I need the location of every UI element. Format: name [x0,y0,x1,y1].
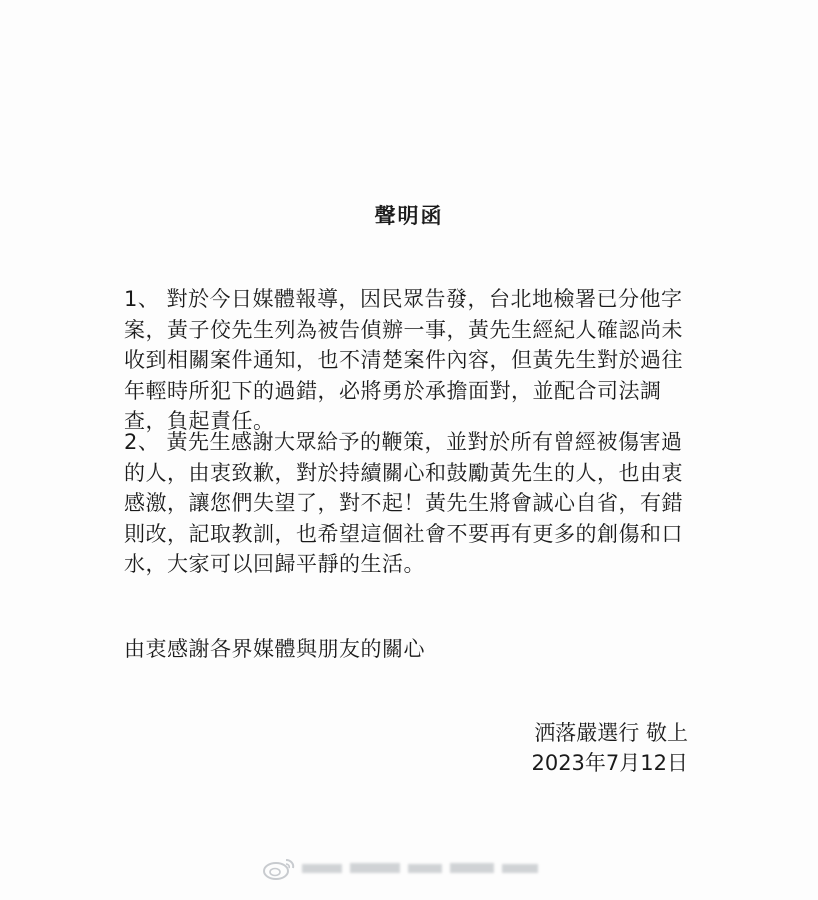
document-title: 聲明函 [374,204,444,228]
statement-date: 2023年7月12日 [531,751,688,775]
watermark-blurred-text [302,858,542,878]
statement-item-1-text: 1、 對於今日媒體報導，因民眾告發，台北地檢署已分他字案，黃子佼先生列為被告偵辦一事，黃先生經紀人確認尚未收到相關案件通知，也不清楚案件內容，但黃先生對於過往年輕時所犯下的過錯，必將勇於承擔面對，並配合司法調查，負起責任。 [124,287,683,433]
watermark [262,856,542,880]
signature-block [531,718,688,778]
statement-item-2-text: 2、 黃先生感謝大眾給予的鞭策，並對於所有曾經被傷害過的人，由衷致歉，對於持續關心和鼓勵黃先生的人，也由衷感激，讓您們失望了，對不起！黃先生將會誠心自省，有錯則改，記取教訓，也希望這個社會不要再有更多的創傷和口水，大家可以回歸平靜的生活。 [124,430,683,576]
signature: 洒落嚴選行 敬上 [534,721,688,745]
statement-item-1 [124,284,704,437]
thanks-line: 由衷感謝各界媒體與朋友的關心 [124,637,425,661]
weibo-icon [262,856,296,880]
statement-item-2 [124,427,704,580]
